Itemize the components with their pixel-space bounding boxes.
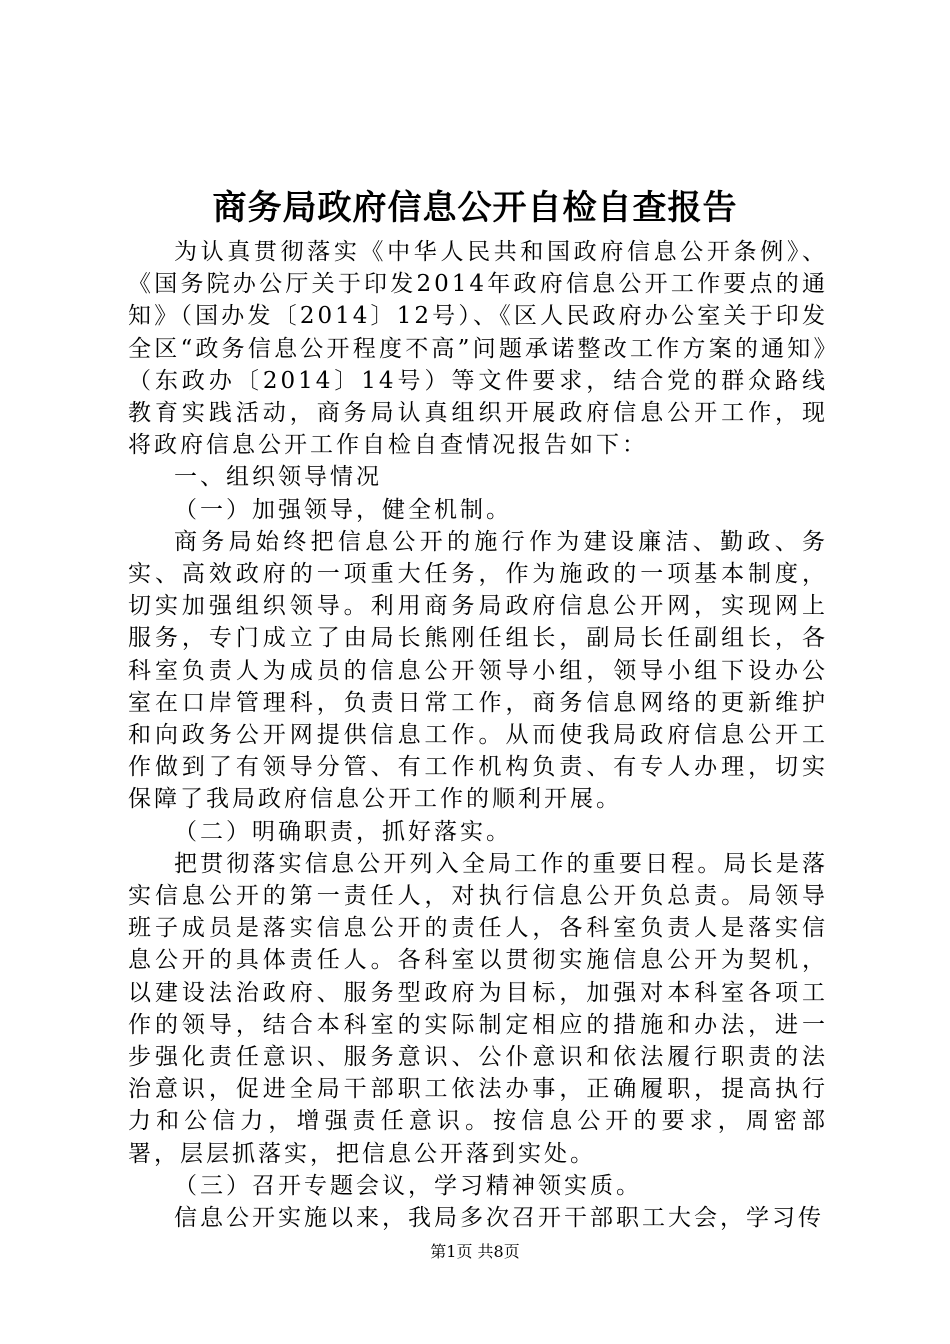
document-title: 商务局政府信息公开自检自查报告 [212,188,738,228]
document-body [128,236,828,1234]
subsection-heading-3: （三）召开专题会议，学习精神领实质。 [174,1172,642,1199]
body-paragraph-1: 商务局始终把信息公开的施行作为建设廉洁、勤政、务实、高效政府的一项重大任务，作为施政的一项基本制度，切实加强组织领导。利用商务局政府信息公开网，实现网上服务，专门成立了由局长熊刚任组长，副局长任副组长，各科室负责人为成员的信息公开领导小组，领导小组下设办公室在口岸管理科，负责日常工作，商务信息网络的更新维护和向政务公开网提供信息工作。从而使我局政府信息公开工作做到了有领导分管、有工作机构负责、有专人办理，切实保障了我局政府信息公开工作的顺利开展。 [128,528,828,813]
intro-paragraph: 为认真贯彻落实《中华人民共和国政府信息公开条例》、《国务院办公厅关于印发2014年政府信息公开工作要点的通知》（国办发〔2014〕12号）、《区人民政府办公室关于印发全区“政务信息公开程度不高”问题承诺整改工作方案的通知》（东政办〔2014〕14号）等文件要求，结合党的群众路线教育实践活动，商务局认真组织开展政府信息公开工作，现将政府信息公开工作自检自查情况报告如下： [128,239,828,459]
subsection-heading-1: （一）加强领导，健全机制。 [174,496,512,523]
body-paragraph-2: 把贯彻落实信息公开列入全局工作的重要日程。局长是落实信息公开的第一责任人，对执行信息公开负总责。局领导班子成员是落实信息公开的责任人，各科室负责人是落实信息公开的具体责任人。各科室以贯彻实施信息公开为契机，以建设法治政府、服务型政府为目标，加强对本科室各项工作的领导，结合本科室的实际制定相应的措施和办法，进一步强化责任意识、服务意识、公仆意识和依法履行职责的法治意识，促进全局干部职工依法办事，正确履职，提高执行力和公信力，增强责任意识。按信息公开的要求，周密部署，层层抓落实，把信息公开落到实处。 [128,850,828,1167]
subsection-heading-2: （二）明确职责，抓好落实。 [174,818,512,845]
body-paragraph-3: 信息公开实施以来，我局多次召开干部职工大会，学习传 [174,1205,824,1232]
section-heading-1: 一、组织领导情况 [174,464,382,491]
page-footer: 第1页 共8页 [430,1242,520,1261]
